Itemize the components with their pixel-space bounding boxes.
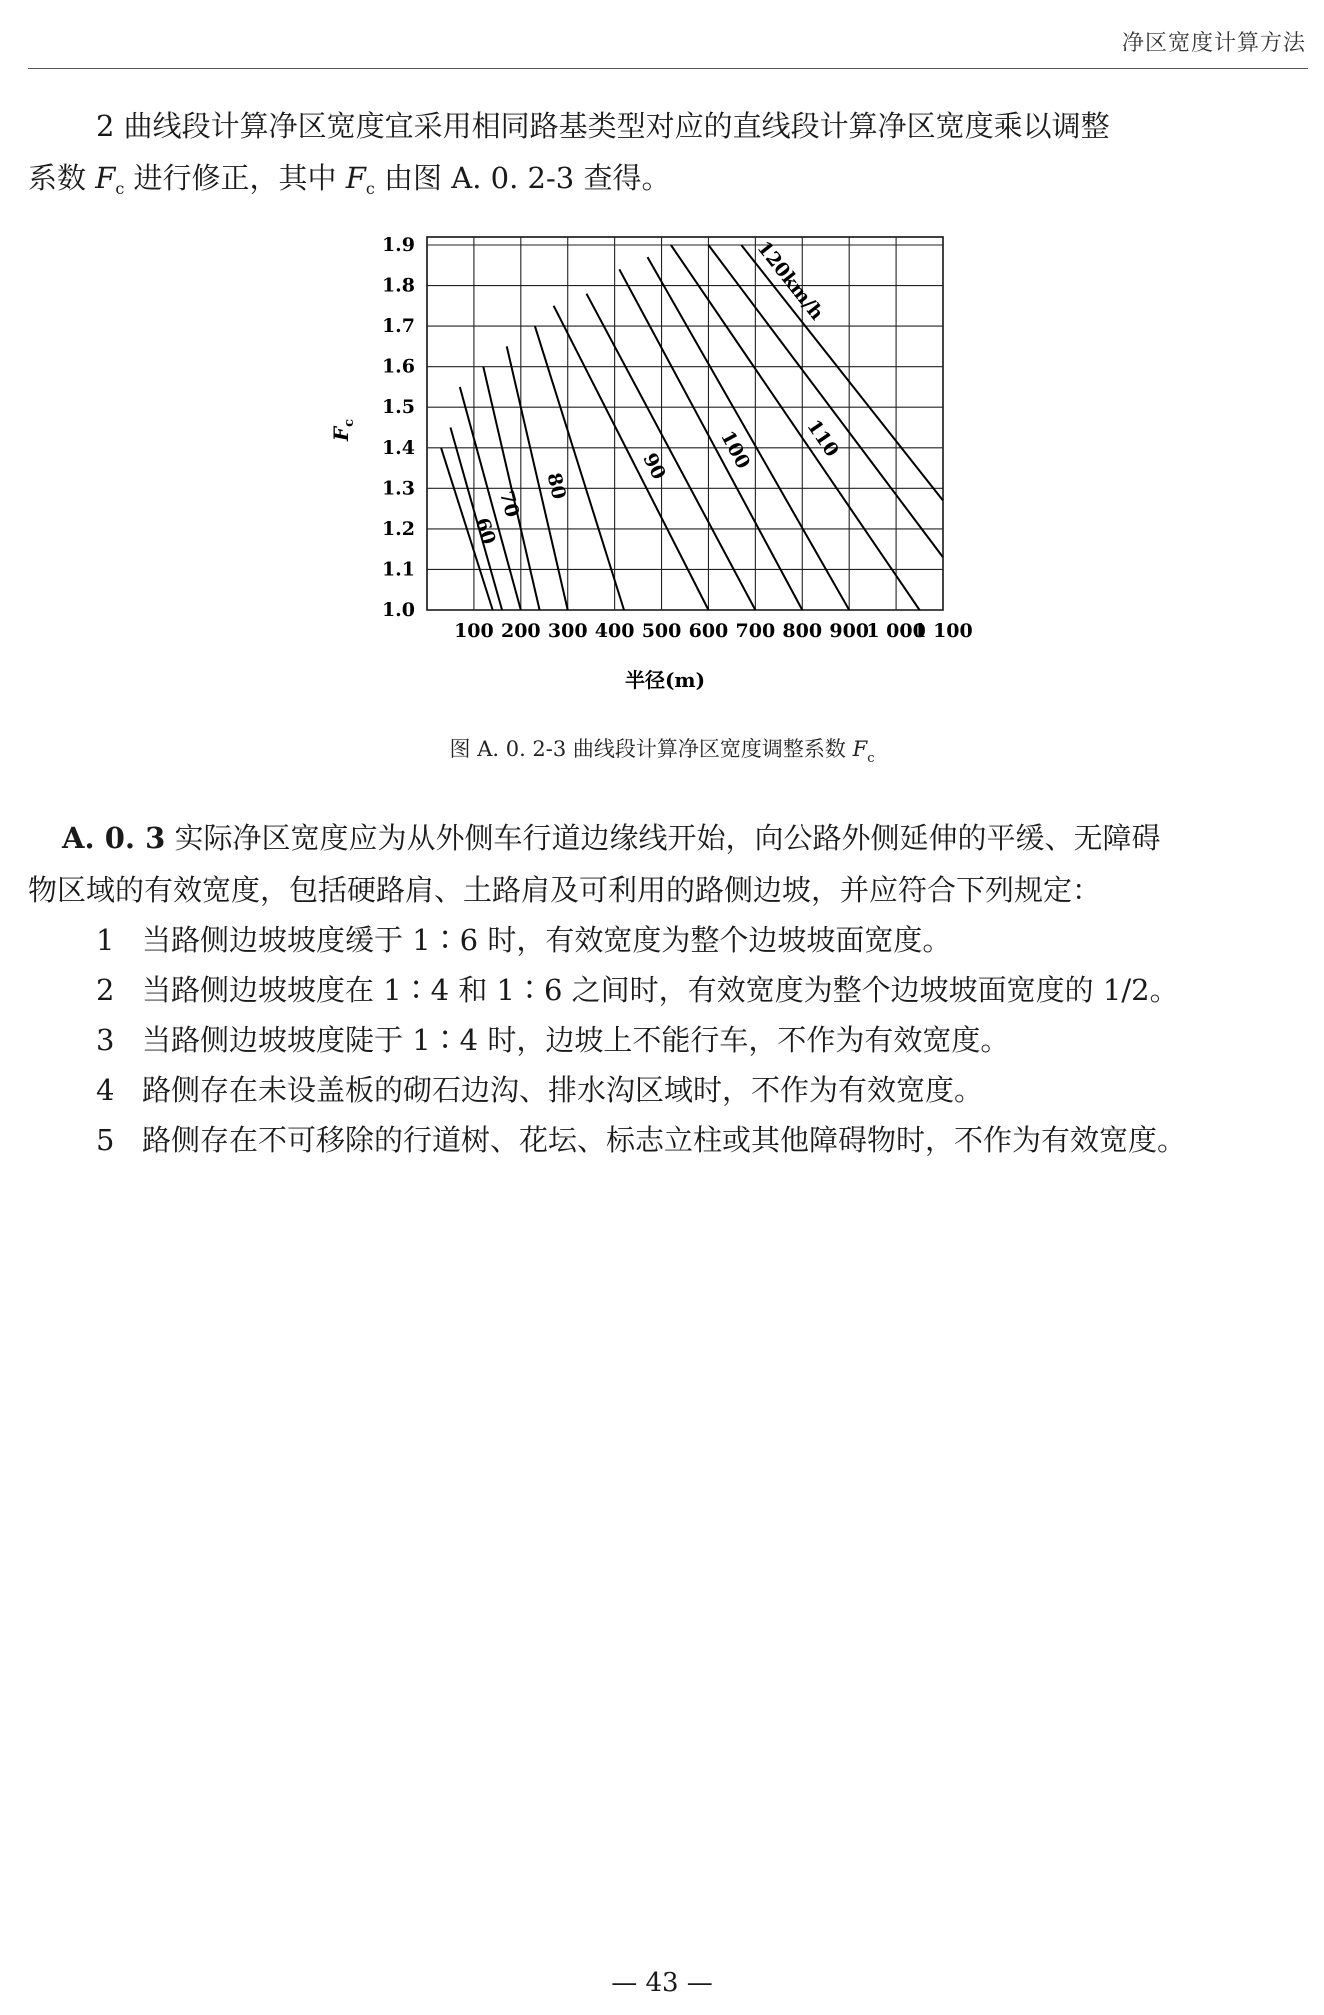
x-tick-label: 100 [454,620,494,642]
subscript-c: c [115,179,125,198]
series-label: 80 [542,470,570,502]
series-label: 110 [802,415,843,461]
item-number: 5 [96,1123,115,1157]
x-tick-label: 500 [641,620,682,642]
list-item [96,1114,1186,1166]
list-item [96,1014,1009,1066]
paragraph-2-line-2 [28,152,1298,215]
y-axis-label: $F_c$ [329,418,357,442]
text-run: 实际净区宽度应为从外侧车行道边缘线开始，向公路外侧延伸的平缓、无障碍 [165,821,1161,855]
item-text: 当路侧边坡坡度陡于 1∶4 时，边坡上不能行车，不作为有效宽度。 [142,1023,1010,1057]
x-tick-label: 1 100 [913,620,973,642]
x-tick-label: 1 000 [866,620,926,642]
caption-text: 图 A. 0. 2-3 曲线段计算净区宽度调整系数 [449,737,853,761]
figure-caption [0,733,1324,766]
y-tick-label: 1.7 [381,315,415,338]
x-tick-label: 400 [594,620,635,642]
paragraph-2-line-1: 2 曲线段计算净区宽度宜采用相同路基类型对应的直线段计算净区宽度乘以调整 [96,109,1110,143]
y-tick-label: 1.6 [381,355,415,378]
series-label: 70 [495,488,524,520]
series-label: 60 [470,515,500,548]
text-run: 系数 [28,161,96,195]
y-tick-label: 1.5 [381,396,415,419]
paragraph-2 [28,100,1298,215]
symbol-F: F [95,161,116,195]
item-number: 3 [96,1023,115,1057]
header-rule [28,68,1308,69]
fc-chart [300,215,1020,735]
y-tick-label: 1.9 [381,234,415,256]
plot-frame [427,237,943,610]
item-number: 1 [96,923,115,957]
item-text: 路侧存在不可移除的行道树、花坛、标志立柱或其他障碍物时，不作为有效宽度。 [142,1123,1187,1157]
section-a03-line-1 [28,812,1298,864]
series-label: 120km/h [752,237,828,325]
list-item [96,1064,983,1116]
subscript-c: c [365,179,375,198]
caption-subscript-c: c [867,751,875,766]
item-text: 路侧存在未设盖板的砌石边沟、排水沟区域时，不作为有效宽度。 [142,1073,984,1107]
item-text: 当路侧边坡坡度缓于 1∶6 时，有效宽度为整个边坡坡面宽度。 [142,923,952,957]
y-tick-label: 1.0 [381,599,415,621]
text-run: 进行修正，其中 [124,161,346,195]
section-a03 [28,812,1298,916]
section-a03-line-2: 物区域的有效宽度，包括硬路肩、土路肩及可利用的路侧边坡，并应符合下列规定： [28,873,1102,907]
chart-grid [427,237,943,610]
section-number: A. 0. 3 [62,821,166,855]
item-text: 当路侧边坡坡度在 1∶4 和 1∶6 之间时，有效宽度为整个边坡坡面宽度的 1/2。 [142,973,1179,1007]
series-label: 100 [716,427,755,473]
series-label: 90 [638,449,670,484]
y-tick-label: 1.3 [381,477,415,500]
x-tick-label: 800 [782,620,823,642]
running-header: 净区宽度计算方法 [1121,31,1306,56]
x-axis-label: 半径(m) [624,668,706,692]
text-run: 由图 A. 0. 2-3 查得。 [374,161,671,195]
y-tick-label: 1.2 [381,517,415,540]
x-tick-label: 900 [829,620,870,642]
list-item [96,964,1179,1016]
item-number: 2 [96,973,115,1007]
list-item [96,914,951,966]
x-tick-label: 200 [500,620,541,642]
y-tick-label: 1.8 [381,274,415,297]
y-tick-label: 1.1 [381,558,415,581]
x-tick-label: 700 [735,620,776,642]
page-number: — 43 — [611,1968,713,1998]
x-tick-label: 300 [547,620,588,642]
symbol-F: F [345,161,366,195]
y-tick-label: 1.4 [381,436,415,459]
item-number: 4 [96,1073,115,1107]
caption-symbol-F: F [852,737,868,761]
x-tick-label: 600 [688,620,729,642]
